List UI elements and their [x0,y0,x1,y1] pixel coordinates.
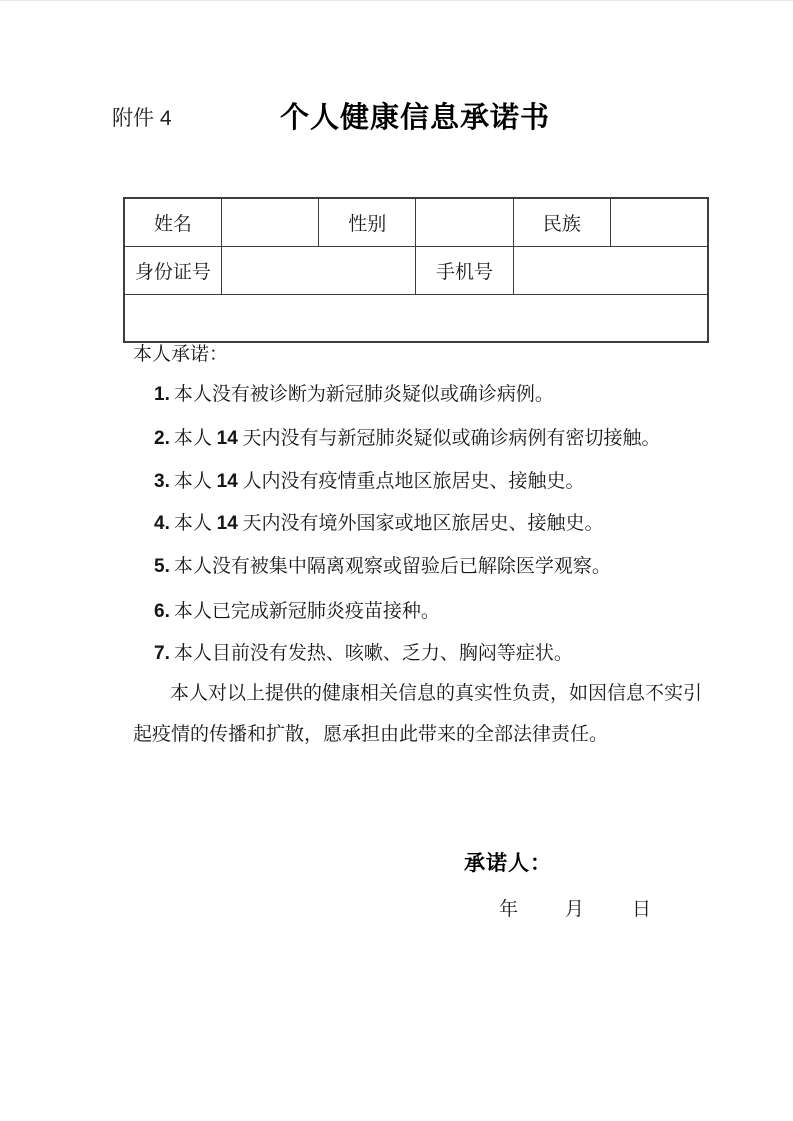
table-row [124,294,708,342]
table-row [124,246,708,294]
promise-item-5: 5. 本人没有被集中隔离观察或留验后已解除医学观察。 [154,555,611,577]
promise-item-3: 3. 本人 14 人内没有疫情重点地区旅居史、接触史。 [154,470,585,492]
item-number: 2. [154,427,170,449]
gender-input-cell[interactable] [416,198,513,246]
item-number: 5. [154,555,170,577]
promise-item-6: 6. 本人已完成新冠肺炎疫苗接种。 [154,600,440,622]
item-number: 1. [154,383,170,405]
item-number: 3. [154,470,170,492]
gender-label-cell: 性别 [319,198,416,246]
promise-item-4: 4. 本人 14 天内没有境外国家或地区旅居史、接触史。 [154,512,604,534]
promise-item-1: 1. 本人没有被诊断为新冠肺炎疑似或确诊病例。 [154,383,554,405]
closing-paragraph-line-2: 起疫情的传播和扩散，愿承担由此带来的全部法律责任。 [133,723,609,745]
item-number: 6. [154,600,170,622]
closing-paragraph-line-1: 本人对以上提供的健康相关信息的真实性负责，如因信息不实引 [170,682,703,704]
date-month-label: 月 [565,898,585,920]
id-number-input-cell[interactable] [221,246,416,294]
table-row [124,198,708,246]
phone-label-cell: 手机号 [416,246,513,294]
promiser-signature-label: 承诺人： [464,851,552,875]
promise-item-2: 2. 本人 14 天内没有与新冠肺炎疑似或确诊病例有密切接触。 [154,427,661,449]
date-day-label: 日 [632,898,652,920]
ethnicity-input-cell[interactable] [610,198,708,246]
name-input-cell[interactable] [221,198,318,246]
phone-input-cell[interactable] [513,246,708,294]
promise-item-7: 7. 本人目前没有发热、咳嗽、乏力、胸闷等症状。 [154,642,573,664]
id-number-label-cell: 身份证号 [124,246,221,294]
date-year-label: 年 [499,898,519,920]
ethnicity-label-cell: 民族 [513,198,610,246]
personal-info-table [123,197,709,920]
attachment-label: 附件 4 [112,107,172,130]
statement-cell [124,294,708,920]
promise-heading: 本人承诺： [133,343,229,365]
item-number: 7. [154,642,170,664]
item-number: 4. [154,512,170,534]
name-label-cell: 姓名 [124,198,221,246]
page-title: 个人健康信息承诺书 [279,102,550,134]
